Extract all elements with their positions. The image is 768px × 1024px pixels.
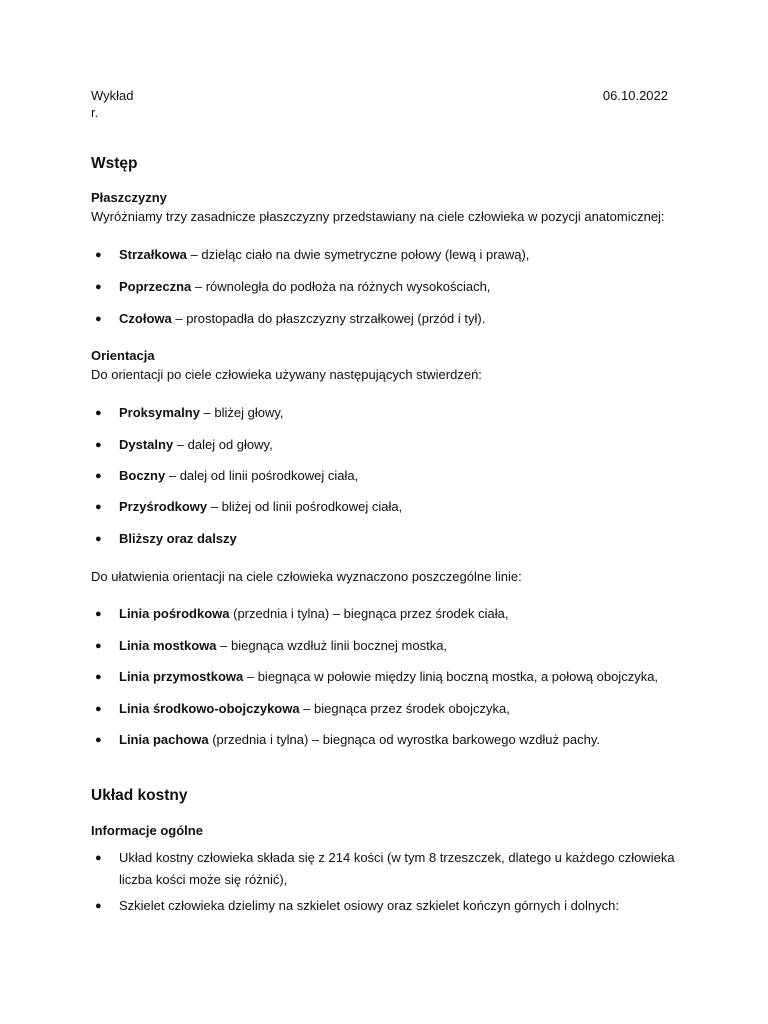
description: (przednia i tylna) – biegnąca od wyrostka barkowego wzdłuż pachy. xyxy=(208,732,600,747)
term: Czołowa xyxy=(119,311,172,326)
subheading-general-info: Informacje ogólne xyxy=(91,823,203,838)
list-item-text: Układ kostny człowieka składa się z 214 kości (w tym 8 trzeszczek, dlatego u każdego człowieka liczba kości może się różnić), xyxy=(119,850,675,887)
bullet-icon: ● xyxy=(95,533,102,545)
description: – prostopadła do płaszczyzny strzałkowej (przód i tył). xyxy=(171,311,486,326)
header-date: 06.10.2022 xyxy=(602,88,668,103)
term: Dystalny xyxy=(119,437,174,452)
bullet-icon: ● xyxy=(95,734,102,746)
document-header xyxy=(91,87,668,105)
term: Linia przymostkowa xyxy=(119,669,244,684)
bullet-icon: ● xyxy=(95,407,102,419)
term: Linia mostkowa xyxy=(119,638,217,653)
description: – biegnąca w połowie między linią boczną mostka, a połową obojczyka, xyxy=(243,669,659,684)
description: – dalej od linii pośrodkowej ciała, xyxy=(165,468,359,483)
header-title: Wykład xyxy=(91,88,134,103)
section-title-intro: Wstęp xyxy=(91,155,138,172)
bullet-icon: ● xyxy=(95,900,102,912)
term: Linia pachowa xyxy=(119,732,209,747)
bullet-icon: ● xyxy=(95,671,102,683)
bullet-icon: ● xyxy=(95,501,102,513)
bullet-icon: ● xyxy=(95,313,102,325)
lines-intro: Do ułatwienia orientacji na ciele człowieka wyznaczono poszczególne linie: xyxy=(91,569,522,584)
bullet-icon: ● xyxy=(95,470,102,482)
bullet-icon: ● xyxy=(95,608,102,620)
term: Linia pośrodkowa xyxy=(119,606,230,621)
term: Przyśrodkowy xyxy=(119,499,208,514)
term: Boczny xyxy=(119,468,166,483)
term: Linia środkowo-obojczykowa xyxy=(119,701,300,716)
orientation-intro: Do orientacji po ciele człowieka używany następujących stwierdzeń: xyxy=(91,367,482,382)
subheading-planes: Płaszczyzny xyxy=(91,190,167,205)
description: – biegnąca przez środek obojczyka, xyxy=(299,701,510,716)
description: – dzieląc ciało na dwie symetryczne połowy (lewą i prawą), xyxy=(186,247,530,262)
description: – bliżej od linii pośrodkowej ciała, xyxy=(207,499,403,514)
list-item-text: Szkielet człowieka dzielimy na szkielet osiowy oraz szkielet kończyn górnych i dolnych: xyxy=(119,898,619,913)
bullet-icon: ● xyxy=(95,439,102,451)
description: – równoległa do podłoża na różnych wysokościach, xyxy=(191,279,491,294)
term: Strzałkowa xyxy=(119,247,187,262)
description: – dalej od głowy, xyxy=(173,437,273,452)
bullet-icon: ● xyxy=(95,852,102,864)
planes-intro: Wyróżniamy trzy zasadnicze płaszczyzny przedstawiany na ciele człowieka w pozycji anatomicznej: xyxy=(91,209,665,224)
term: Proksymalny xyxy=(119,405,200,420)
bullet-icon: ● xyxy=(95,640,102,652)
bullet-icon: ● xyxy=(95,703,102,715)
term: Bliższy oraz dalszy xyxy=(119,531,237,546)
description: – bliżej głowy, xyxy=(199,405,284,420)
document-page xyxy=(91,0,681,1024)
term: Poprzeczna xyxy=(119,279,192,294)
subheading-orientation: Orientacja xyxy=(91,348,155,363)
bullet-icon: ● xyxy=(95,281,102,293)
bullet-icon: ● xyxy=(95,249,102,261)
section-title-skeletal: Układ kostny xyxy=(91,787,188,804)
header-second-line: r. xyxy=(91,105,99,120)
description: – biegnąca wzdłuż linii bocznej mostka, xyxy=(216,638,448,653)
description: (przednia i tylna) – biegnąca przez środek ciała, xyxy=(229,606,509,621)
